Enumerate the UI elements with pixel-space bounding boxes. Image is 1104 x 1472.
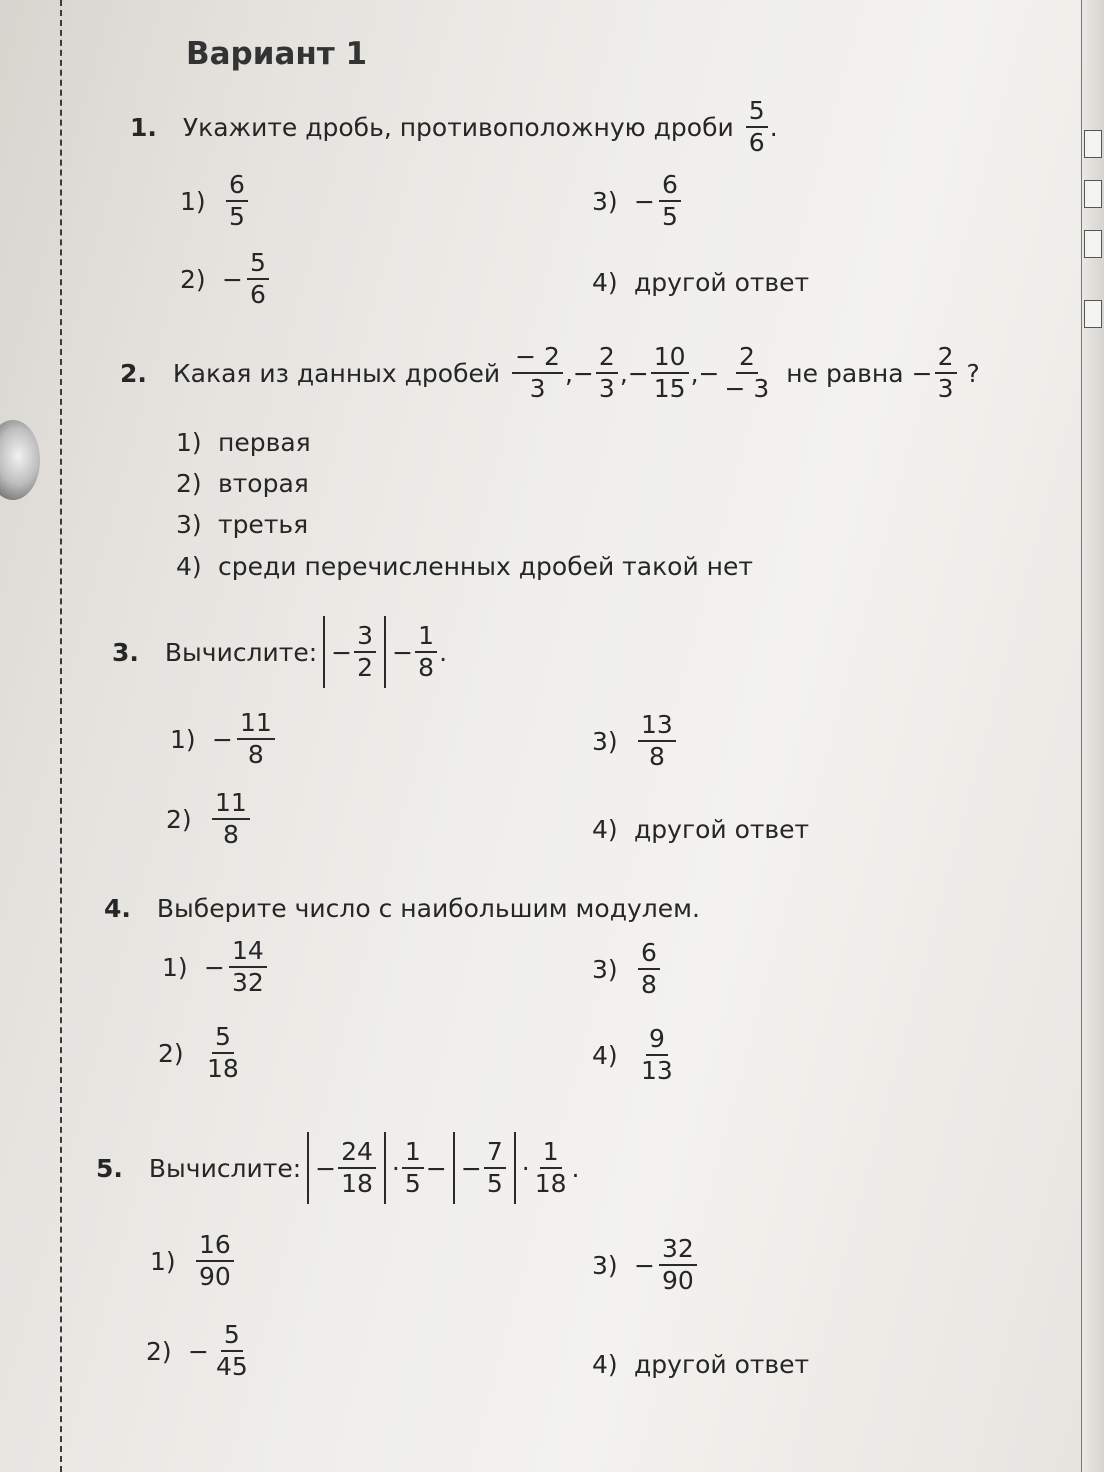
option-fraction: $\frac{6}{5}$ (226, 172, 248, 231)
abs-bar (453, 1132, 455, 1204)
option-fraction: $\frac{5}{6}$ (247, 250, 269, 309)
q2-text: Какая из данных дробей (172, 358, 501, 388)
q5-option-1[interactable]: 1) $\frac{16}{90}$ (150, 1232, 236, 1291)
q4-option-4[interactable]: 4) $\frac{9}{13}$ (592, 1026, 678, 1085)
q1-option-3[interactable]: 3) − $\frac{6}{5}$ (592, 172, 683, 231)
q2-option-4[interactable]: 4) среди перечисленных дробей такой нет (176, 552, 753, 581)
q5-number: 5. (96, 1153, 123, 1183)
q5-fraction-e: $\frac{1}{18}$ (534, 1136, 567, 1198)
q3-text: Вычислите: (164, 637, 318, 667)
q4-option-1[interactable]: 1) − $\frac{14}{32}$ (162, 938, 269, 997)
edge-box (1084, 230, 1102, 258)
q2-fraction-2: $\frac{2}{3}$ (596, 344, 618, 403)
q1-option-1[interactable]: 1) $\frac{6}{5}$ (180, 172, 250, 231)
q1-period: . (769, 112, 778, 142)
q3-option-4[interactable]: 4) другой ответ (592, 815, 810, 844)
cut-line (60, 0, 62, 1472)
q2-option-2[interactable]: 2) вторая (176, 469, 309, 498)
option-fraction: $\frac{6}{8}$ (638, 940, 660, 999)
option-fraction: $\frac{9}{13}$ (641, 1024, 673, 1086)
q1-prompt (130, 98, 778, 157)
option-fraction: $\frac{5}{18}$ (207, 1022, 239, 1084)
q3-option-2[interactable]: 2) $\frac{11}{8}$ (166, 790, 252, 849)
edge-box (1084, 180, 1102, 208)
option-fraction: $\frac{16}{90}$ (196, 1232, 234, 1291)
q2-fraction-3: $\frac{10}{15}$ (651, 344, 689, 403)
q5-fraction-a: $\frac{24}{18}$ (338, 1139, 376, 1198)
q2-fraction-1: $\frac{- 2}{3}$ (512, 344, 563, 403)
q3-option-3[interactable]: 3) $\frac{13}{8}$ (592, 712, 678, 771)
q5-option-4[interactable]: 4) другой ответ (592, 1350, 810, 1379)
q2-prompt: 2. Какая из данных дробей $\frac{- 2}{3}$ , − $\frac{2}{3}$ , − $\frac{10}{15}$ , − $\frac{2}{- 3}$ не равна − $\frac{2}{3}$ ? (120, 342, 980, 404)
option-fraction: $\frac{13}{8}$ (638, 712, 676, 771)
q2-number: 2. (120, 358, 147, 388)
q4-option-3[interactable]: 3) $\frac{6}{8}$ (592, 940, 662, 999)
q1-text: Укажите дробь, противоположную дроби (182, 112, 734, 142)
q3-option-1[interactable]: 1) − $\frac{11}{8}$ (170, 710, 277, 769)
abs-bar (514, 1132, 516, 1204)
q3-number: 3. (112, 637, 139, 667)
q2-option-1[interactable]: 1) первая (176, 428, 311, 457)
q4-number: 4. (104, 894, 131, 923)
q5-option-3[interactable]: 3) − $\frac{32}{90}$ (592, 1236, 699, 1295)
q2-option-3[interactable]: 3) третья (176, 510, 309, 539)
q3-sub-fraction: $\frac{1}{8}$ (415, 623, 437, 682)
abs-bar (323, 616, 325, 688)
option-fraction: $\frac{5}{45}$ (215, 1320, 248, 1382)
abs-bar (307, 1132, 309, 1204)
q1-option-4[interactable]: 4) другой ответ (592, 268, 810, 297)
q4-prompt (104, 894, 700, 923)
q2-fraction-4: $\frac{2}{- 3}$ (724, 342, 770, 404)
q3-abs-fraction: $\frac{3}{2}$ (354, 623, 376, 682)
next-page-edge (1081, 0, 1104, 1472)
q5-fraction-c: $\frac{7}{5}$ (484, 1139, 506, 1198)
q2-target-fraction: $\frac{2}{3}$ (935, 344, 957, 403)
q1-option-2[interactable]: 2) − $\frac{5}{6}$ (180, 250, 271, 309)
option-fraction: $\frac{11}{8}$ (212, 790, 250, 849)
q5-text: Вычислите: (148, 1153, 302, 1183)
option-fraction: $\frac{14}{32}$ (229, 938, 267, 997)
q5-prompt: 5. Вычислите: − $\frac{24}{18}$ · $\frac{1}{5}$ − − $\frac{7}{5}$ · $\frac{1}{18}$ . (96, 1132, 580, 1204)
q4-option-2[interactable]: 2) $\frac{5}{18}$ (158, 1024, 244, 1083)
abs-bar (384, 1132, 386, 1204)
edge-box (1084, 130, 1102, 158)
abs-bar (384, 616, 386, 688)
q5-option-2[interactable]: 2) − $\frac{5}{45}$ (146, 1322, 253, 1381)
option-fraction: $\frac{6}{5}$ (659, 172, 681, 231)
q5-fraction-b: $\frac{1}{5}$ (402, 1139, 424, 1198)
q1-number: 1. (130, 112, 157, 142)
q3-prompt: 3. Вычислите: − $\frac{3}{2}$ − $\frac{1}{8}$ . (112, 616, 447, 688)
option-fraction: $\frac{32}{90}$ (659, 1236, 697, 1295)
variant-title: Вариант 1 (186, 36, 368, 72)
q1-fraction: $\frac{5}{6}$ (746, 98, 768, 157)
option-fraction: $\frac{11}{8}$ (237, 710, 275, 769)
binder-ring-icon (0, 420, 40, 500)
q4-text: Выберите число с наибольшим модулем. (156, 894, 700, 923)
edge-box (1084, 300, 1102, 328)
q2-mid-text: не равна (786, 358, 904, 388)
